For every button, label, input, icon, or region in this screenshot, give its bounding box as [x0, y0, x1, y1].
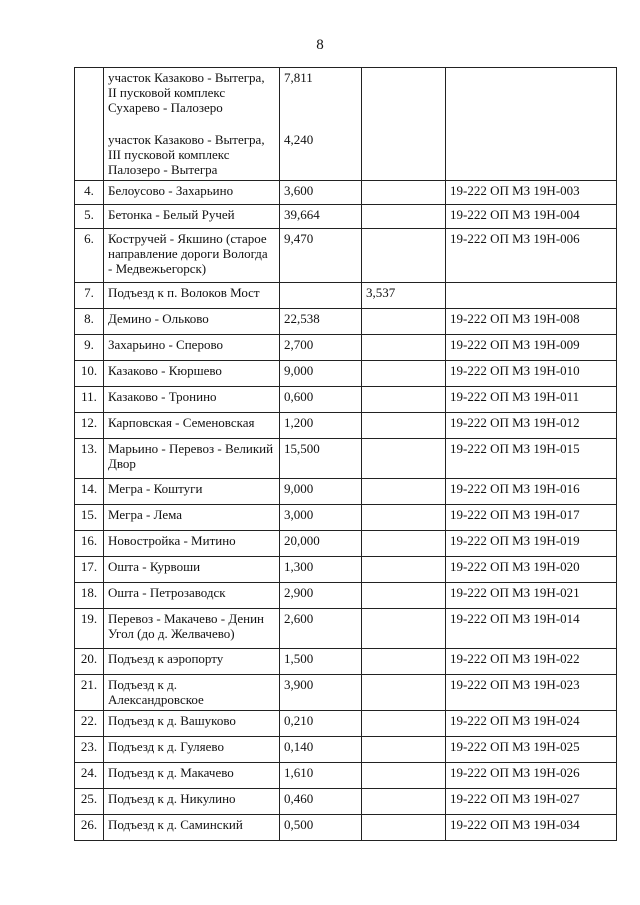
table-row — [75, 361, 617, 387]
road-name: Подъезд к д. Александровское — [104, 675, 280, 711]
table-row — [75, 789, 617, 815]
road-code: 19-222 ОП МЗ 19Н-026 — [446, 763, 617, 789]
row-number: 9. — [75, 335, 104, 361]
length-b — [362, 763, 446, 789]
row-number: 11. — [75, 387, 104, 413]
length-b: 3,537 — [362, 283, 446, 309]
road-name: Демино - Ольково — [104, 309, 280, 335]
row-number-cell — [75, 68, 104, 181]
road-code — [446, 283, 617, 309]
length-a: 3,600 — [280, 181, 362, 205]
road-code: 19-222 ОП МЗ 19Н-027 — [446, 789, 617, 815]
length-b — [362, 413, 446, 439]
table-row — [75, 649, 617, 675]
table-row — [75, 711, 617, 737]
length-b — [362, 531, 446, 557]
length-a: 0,140 — [280, 737, 362, 763]
roads-table — [74, 67, 617, 841]
table-row — [75, 335, 617, 361]
length-b — [362, 675, 446, 711]
road-code: 19-222 ОП МЗ 19Н-012 — [446, 413, 617, 439]
road-code: 19-222 ОП МЗ 19Н-015 — [446, 439, 617, 479]
road-code: 19-222 ОП МЗ 19Н-017 — [446, 505, 617, 531]
length-a: 9,000 — [280, 361, 362, 387]
length-b — [362, 309, 446, 335]
road-name: Перевоз - Макачево - Денин Угол (до д. Желвачево) — [104, 609, 280, 649]
road-name: Белоусово - Захарьино — [104, 181, 280, 205]
length-a: 39,664 — [280, 205, 362, 229]
road-code: 19-222 ОП МЗ 19Н-034 — [446, 815, 617, 841]
road-name: Мегра - Лема — [104, 505, 280, 531]
road-name: Подъезд к п. Волоков Мост — [104, 283, 280, 309]
road-name: Новостройка - Митино — [104, 531, 280, 557]
length-b — [362, 387, 446, 413]
length-b — [362, 609, 446, 649]
length-cell — [280, 68, 362, 181]
road-code-cell — [446, 68, 617, 181]
road-code: 19-222 ОП МЗ 19Н-008 — [446, 309, 617, 335]
length-b — [362, 649, 446, 675]
road-name: Марьино - Перевоз - Великий Двор — [104, 439, 280, 479]
road-code: 19-222 ОП МЗ 19Н-016 — [446, 479, 617, 505]
table-row — [75, 505, 617, 531]
length-a: 1,300 — [280, 557, 362, 583]
row-number: 12. — [75, 413, 104, 439]
length-b — [362, 439, 446, 479]
length-a: 1,500 — [280, 649, 362, 675]
length-a: 0,210 — [280, 711, 362, 737]
length-b — [362, 557, 446, 583]
table-row — [75, 479, 617, 505]
row-number: 26. — [75, 815, 104, 841]
road-code: 19-222 ОП МЗ 19Н-010 — [446, 361, 617, 387]
road-name: Подъезд к д. Саминский — [104, 815, 280, 841]
table-row — [75, 205, 617, 229]
length-a: 3,000 — [280, 505, 362, 531]
length-b — [362, 789, 446, 815]
row-number: 4. — [75, 181, 104, 205]
road-name: Казаково - Кюршево — [104, 361, 280, 387]
length-b — [362, 583, 446, 609]
table-row — [75, 439, 617, 479]
length-a: 2,600 — [280, 609, 362, 649]
length-a: 2,900 — [280, 583, 362, 609]
row-number: 17. — [75, 557, 104, 583]
length-a: 15,500 — [280, 439, 362, 479]
row-number: 13. — [75, 439, 104, 479]
length-a: 0,600 — [280, 387, 362, 413]
length-a: 1,200 — [280, 413, 362, 439]
row-number: 16. — [75, 531, 104, 557]
row-number: 25. — [75, 789, 104, 815]
road-name: Захарьино - Сперово — [104, 335, 280, 361]
table-row — [75, 737, 617, 763]
segment-length: 4,240 — [284, 132, 314, 147]
row-number: 23. — [75, 737, 104, 763]
length-b — [362, 505, 446, 531]
row-number: 7. — [75, 283, 104, 309]
length-b — [362, 181, 446, 205]
length-a: 0,500 — [280, 815, 362, 841]
length-a — [280, 283, 362, 309]
table-row — [75, 387, 617, 413]
road-code: 19-222 ОП МЗ 19Н-006 — [446, 229, 617, 283]
table-row — [75, 763, 617, 789]
row-number: 22. — [75, 711, 104, 737]
road-name: Бетонка - Белый Ручей — [104, 205, 280, 229]
row-number: 14. — [75, 479, 104, 505]
road-code: 19-222 ОП МЗ 19Н-011 — [446, 387, 617, 413]
length-a: 1,610 — [280, 763, 362, 789]
road-name: Ошта - Курвоши — [104, 557, 280, 583]
road-name: Ошта - Петрозаводск — [104, 583, 280, 609]
table-row — [75, 283, 617, 309]
road-code: 19-222 ОП МЗ 19Н-014 — [446, 609, 617, 649]
length-b — [362, 205, 446, 229]
road-name: Мегра - Коштуги — [104, 479, 280, 505]
length-a: 9,000 — [280, 479, 362, 505]
length-b — [362, 737, 446, 763]
road-name: Подъезд к д. Никулино — [104, 789, 280, 815]
length-a: 22,538 — [280, 309, 362, 335]
road-name: Костручей - Якшино (старое направление дороги Вологда - Медвежьегорск) — [104, 229, 280, 283]
road-code: 19-222 ОП МЗ 19Н-019 — [446, 531, 617, 557]
road-code: 19-222 ОП МЗ 19Н-003 — [446, 181, 617, 205]
road-name: Подъезд к д. Гуляево — [104, 737, 280, 763]
road-code: 19-222 ОП МЗ 19Н-004 — [446, 205, 617, 229]
length-a: 9,470 — [280, 229, 362, 283]
table-row — [75, 583, 617, 609]
length-a: 20,000 — [280, 531, 362, 557]
length-a: 3,900 — [280, 675, 362, 711]
row-number: 8. — [75, 309, 104, 335]
road-code: 19-222 ОП МЗ 19Н-021 — [446, 583, 617, 609]
road-code: 19-222 ОП МЗ 19Н-024 — [446, 711, 617, 737]
row-number: 10. — [75, 361, 104, 387]
length-a: 0,460 — [280, 789, 362, 815]
road-name-cell — [104, 68, 280, 181]
road-code: 19-222 ОП МЗ 19Н-023 — [446, 675, 617, 711]
row-number: 6. — [75, 229, 104, 283]
table-row — [75, 815, 617, 841]
row-number: 24. — [75, 763, 104, 789]
road-code: 19-222 ОП МЗ 19Н-025 — [446, 737, 617, 763]
segment-length: 7,811 — [284, 70, 313, 85]
table-row-continued — [75, 68, 617, 181]
table-row — [75, 309, 617, 335]
table-row — [75, 531, 617, 557]
segment-name: участок Казаково - Вытегра, II пусковой комплекс Сухарево - Палозеро — [108, 70, 265, 115]
table-row — [75, 675, 617, 711]
road-name: Подъезд к д. Вашуково — [104, 711, 280, 737]
table-row — [75, 557, 617, 583]
segment-name: участок Казаково - Вытегра, III пусковой комплекс Палозеро - Вытегра — [108, 132, 265, 177]
length-b — [362, 229, 446, 283]
row-number: 21. — [75, 675, 104, 711]
row-number: 18. — [75, 583, 104, 609]
page-number: 8 — [316, 37, 324, 53]
length-b — [362, 815, 446, 841]
length-b-cell — [362, 68, 446, 181]
length-b — [362, 711, 446, 737]
row-number: 20. — [75, 649, 104, 675]
road-name: Казаково - Тронино — [104, 387, 280, 413]
length-b — [362, 335, 446, 361]
table-row — [75, 181, 617, 205]
length-a: 2,700 — [280, 335, 362, 361]
row-number: 19. — [75, 609, 104, 649]
road-name: Карповская - Семеновская — [104, 413, 280, 439]
length-b — [362, 479, 446, 505]
length-b — [362, 361, 446, 387]
road-name: Подъезд к д. Макачево — [104, 763, 280, 789]
road-code: 19-222 ОП МЗ 19Н-009 — [446, 335, 617, 361]
road-code: 19-222 ОП МЗ 19Н-020 — [446, 557, 617, 583]
table-row — [75, 229, 617, 283]
roads-table-body — [75, 68, 617, 841]
road-code: 19-222 ОП МЗ 19Н-022 — [446, 649, 617, 675]
road-name: Подъезд к аэропорту — [104, 649, 280, 675]
row-number: 15. — [75, 505, 104, 531]
table-row — [75, 609, 617, 649]
row-number: 5. — [75, 205, 104, 229]
table-row — [75, 413, 617, 439]
